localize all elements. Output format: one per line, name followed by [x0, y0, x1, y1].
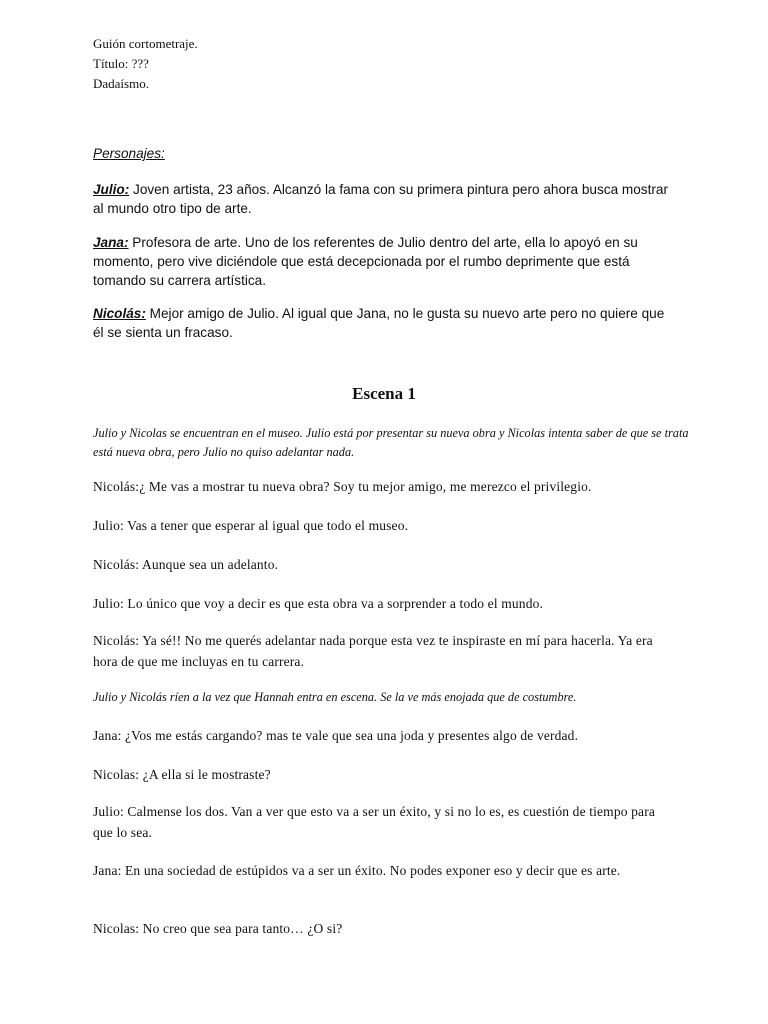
character-julio: [93, 180, 673, 218]
header-line-movement: Dadaísmo.: [93, 76, 149, 91]
dialogue-line: Jana: En una sociedad de estúpidos va a ser un éxito. No podes exponer eso y decir que es arte.: [93, 863, 621, 878]
character-desc: Profesora de arte. Uno de los referentes de Julio dentro del arte, ella lo apoyó en su momento, pero vive diciéndole que está decepcionada por el rumbo deprimente que está tomando su carrera artística.: [93, 235, 638, 288]
dialogue-line: Nicolás: Ya sé!! No me querés adelantar nada porque esta vez te inspiraste en mí para hacerla. Ya era hora de que me incluyas en tu carrera.: [93, 633, 653, 669]
scene-title: Escena 1: [352, 384, 416, 403]
character-jana: [93, 233, 673, 290]
dialogue-line: Julio: Calmense los dos. Van a ver que esto va a ser un éxito, y si no lo es, es cuestión de tiempo para que lo sea.: [93, 804, 655, 840]
dialogue-line: Julio: Vas a tener que esperar al igual que todo el museo.: [93, 518, 409, 533]
dialogue-line: Nicolas: No creo que sea para tanto… ¿O si?: [93, 921, 343, 936]
dialogue-line: Nicolás: Aunque sea un adelanto.: [93, 557, 279, 572]
stage-direction: Julio y Nicolas se encuentran en el museo. Julio está por presentar su nueva obra y Nicolas intenta saber de que se trata está nueva obra, pero Julio no quiso adelantar nada.: [93, 426, 689, 459]
character-name: Jana:: [93, 235, 129, 250]
dialogue-line: Jana: ¿Vos me estás cargando? mas te vale que sea una joda y presentes algo de verdad.: [93, 728, 579, 743]
characters-heading: Personajes:: [93, 146, 165, 161]
header-line-title: Título: ???: [93, 56, 149, 71]
header-line-genre: Guión cortometraje.: [93, 36, 198, 51]
dialogue-line: Nicolás:¿ Me vas a mostrar tu nueva obra? Soy tu mejor amigo, me merezco el privilegio.: [93, 479, 592, 494]
character-name: Julio:: [93, 182, 130, 197]
character-nicolas: [93, 304, 673, 342]
character-name: Nicolás:: [93, 306, 146, 321]
character-desc: Mejor amigo de Julio. Al igual que Jana, no le gusta su nuevo arte pero no quiere que él se sienta un fracaso.: [93, 306, 665, 340]
character-desc: Joven artista, 23 años. Alcanzó la fama con su primera pintura pero ahora busca mostrar al mundo otro tipo de arte.: [93, 182, 668, 216]
stage-direction: Julio y Nicolás ríen a la vez que Hannah entra en escena. Se la ve más enojada que de costumbre.: [93, 690, 577, 704]
dialogue-line: Julio: Lo único que voy a decir es que esta obra va a sorprender a todo el mundo.: [93, 596, 544, 611]
dialogue-line: Nicolas: ¿A ella si le mostraste?: [93, 767, 271, 782]
